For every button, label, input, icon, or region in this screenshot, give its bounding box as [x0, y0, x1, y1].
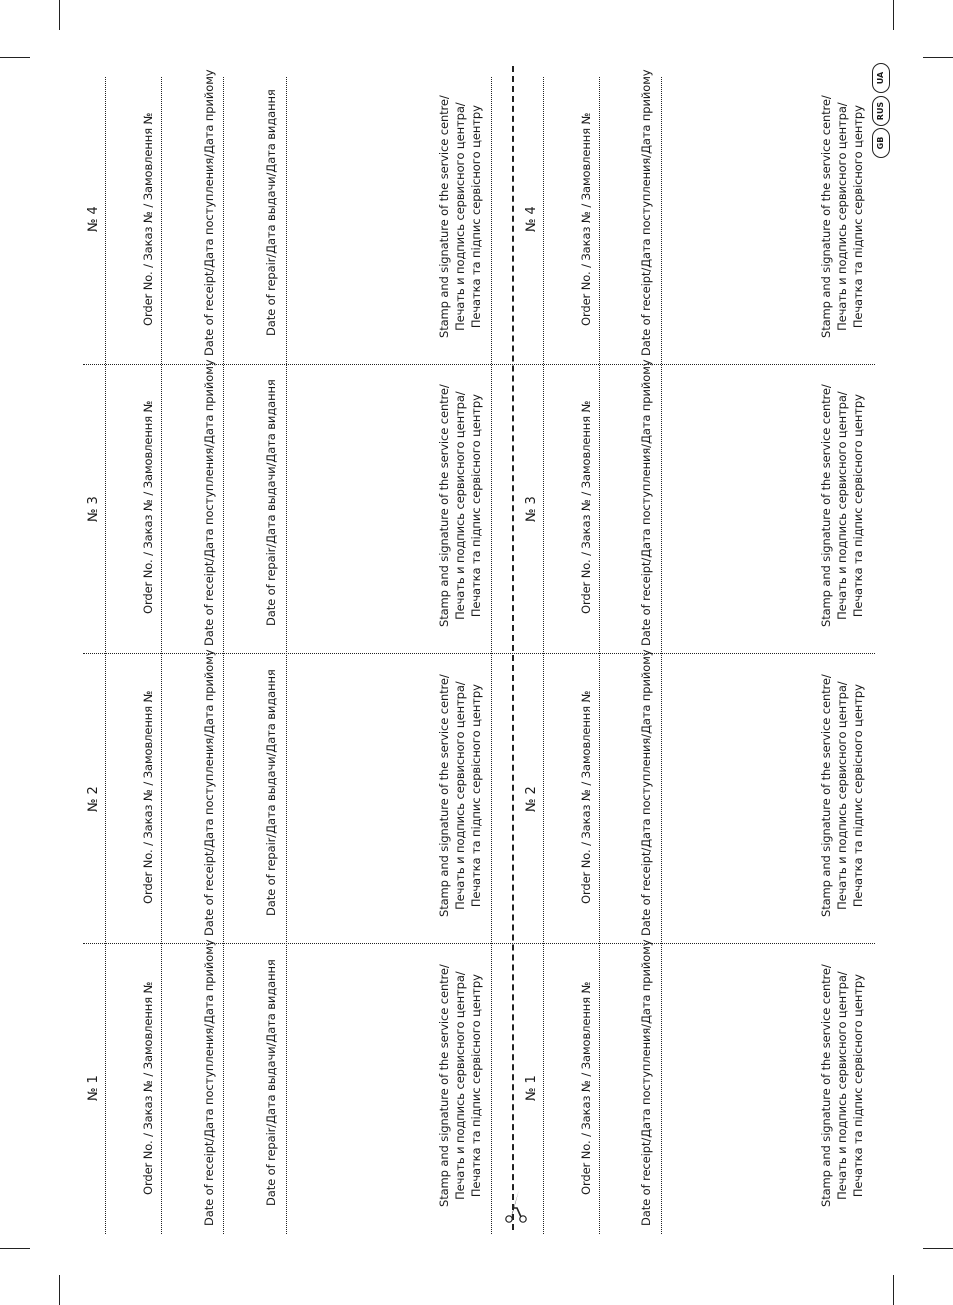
stamp-line: Печатка та підпис сервісного центру: [851, 105, 865, 329]
stamp-line: Печатка та підпис сервісного центру: [851, 974, 865, 1198]
stamp-line: Печатка та підпис сервісного центру: [469, 105, 483, 329]
date-of-receipt-label: Date of receipt/Дата поступления/Дата прийому: [639, 69, 653, 356]
date-of-repair-label: Date of repair/Дата выдачи/Дата видання: [264, 669, 278, 916]
stamp-line: Печатка та підпис сервісного центру: [469, 684, 483, 908]
stamp-line: Печатка та підпис сервісного центру: [469, 394, 483, 618]
crop-mark: [923, 1248, 953, 1249]
stamp-signature-block: [436, 674, 484, 917]
order-number-label: Order No. / Заказ № / Замовлення №: [141, 400, 155, 614]
crop-mark: [59, 1275, 60, 1305]
stamp-line: Печать и подпись сервисного центра/: [835, 681, 849, 910]
row-divider: [286, 77, 287, 1234]
date-of-receipt-label: Date of receipt/Дата поступления/Дата прийому: [639, 939, 653, 1226]
date-of-receipt-label: Date of receipt/Дата поступления/Дата прийому: [202, 359, 216, 646]
date-of-repair-label: Date of repair/Дата выдачи/Дата видання: [264, 379, 278, 626]
stamp-line: Stamp and signature of the service centre/: [819, 964, 833, 1207]
row-divider: [491, 77, 492, 1234]
stamp-line: Печать и подпись сервисного центра/: [453, 681, 467, 910]
coupon-number: № 4: [86, 206, 101, 232]
stamp-line: Stamp and signature of the service centre/: [819, 674, 833, 917]
crop-mark: [59, 0, 60, 30]
language-badge-gb: GB: [872, 128, 890, 158]
stamp-line: Stamp and signature of the service centre/: [819, 384, 833, 627]
order-number-label: Order No. / Заказ № / Замовлення №: [579, 690, 593, 904]
crop-mark: [893, 1275, 894, 1305]
row-divider: [661, 77, 662, 1234]
stamp-line: Stamp and signature of the service centre/: [819, 95, 833, 338]
cut-line: [512, 66, 514, 1230]
crop-mark: [0, 57, 30, 58]
order-number-label: Order No. / Заказ № / Замовлення №: [141, 690, 155, 904]
stamp-signature-block: [818, 95, 866, 338]
order-number-label: Order No. / Заказ № / Замовлення №: [141, 112, 155, 326]
stamp-line: Печать и подпись сервисного центра/: [835, 391, 849, 620]
date-of-receipt-label: Date of receipt/Дата поступления/Дата прийому: [639, 359, 653, 646]
stamp-line: Печатка та підпис сервісного центру: [851, 394, 865, 618]
date-of-receipt-label: Date of receipt/Дата поступления/Дата прийому: [202, 649, 216, 936]
scissors-icon: [502, 1188, 532, 1228]
row-divider: [599, 77, 600, 1234]
coupon-number: № 4: [524, 206, 539, 232]
stamp-line: Stamp and signature of the service centre/: [437, 674, 451, 917]
stamp-signature-block: [818, 964, 866, 1207]
stamp-signature-block: [818, 674, 866, 917]
row-divider: [161, 77, 162, 1234]
crop-mark: [893, 0, 894, 30]
stamp-line: Печать и подпись сервисного центра/: [453, 391, 467, 620]
stamp-line: Печать и подпись сервисного центра/: [453, 971, 467, 1200]
stamp-line: Stamp and signature of the service centre/: [437, 384, 451, 627]
date-of-receipt-label: Date of receipt/Дата поступления/Дата прийому: [639, 649, 653, 936]
date-of-repair-label: Date of repair/Дата выдачи/Дата видання: [264, 959, 278, 1206]
stamp-signature-block: [436, 384, 484, 627]
order-number-label: Order No. / Заказ № / Замовлення №: [579, 981, 593, 1195]
coupon-number: № 1: [524, 1075, 539, 1101]
language-badge-ua: UA: [872, 63, 890, 93]
coupon-number: № 2: [524, 786, 539, 812]
stamp-line: Печать и подпись сервисного центра/: [835, 102, 849, 331]
date-of-receipt-label: Date of receipt/Дата поступления/Дата прийому: [202, 939, 216, 1226]
row-divider: [543, 77, 544, 1234]
row-divider: [105, 77, 106, 1234]
coupon-number: № 2: [86, 786, 101, 812]
order-number-label: Order No. / Заказ № / Замовлення №: [141, 981, 155, 1195]
date-of-repair-label: Date of repair/Дата выдачи/Дата видання: [264, 89, 278, 336]
row-divider: [223, 77, 224, 1234]
stamp-signature-block: [436, 964, 484, 1207]
coupon-number: № 1: [86, 1075, 101, 1101]
order-number-label: Order No. / Заказ № / Замовлення №: [579, 112, 593, 326]
order-number-label: Order No. / Заказ № / Замовлення №: [579, 400, 593, 614]
stamp-line: Печатка та підпис сервісного центру: [469, 974, 483, 1198]
crop-mark: [923, 57, 953, 58]
stamp-signature-block: [436, 95, 484, 338]
language-badge-rus: RUS: [872, 96, 890, 126]
coupon-number: № 3: [524, 496, 539, 522]
stamp-line: Stamp and signature of the service centre/: [437, 95, 451, 338]
stamp-line: Печатка та підпис сервісного центру: [851, 684, 865, 908]
stamp-line: Stamp and signature of the service centre/: [437, 964, 451, 1207]
stamp-signature-block: [818, 384, 866, 627]
crop-mark: [0, 1248, 30, 1249]
stamp-line: Печать и подпись сервисного центра/: [835, 971, 849, 1200]
coupon-number: № 3: [86, 496, 101, 522]
stamp-line: Печать и подпись сервисного центра/: [453, 102, 467, 331]
date-of-receipt-label: Date of receipt/Дата поступления/Дата прийому: [202, 69, 216, 356]
